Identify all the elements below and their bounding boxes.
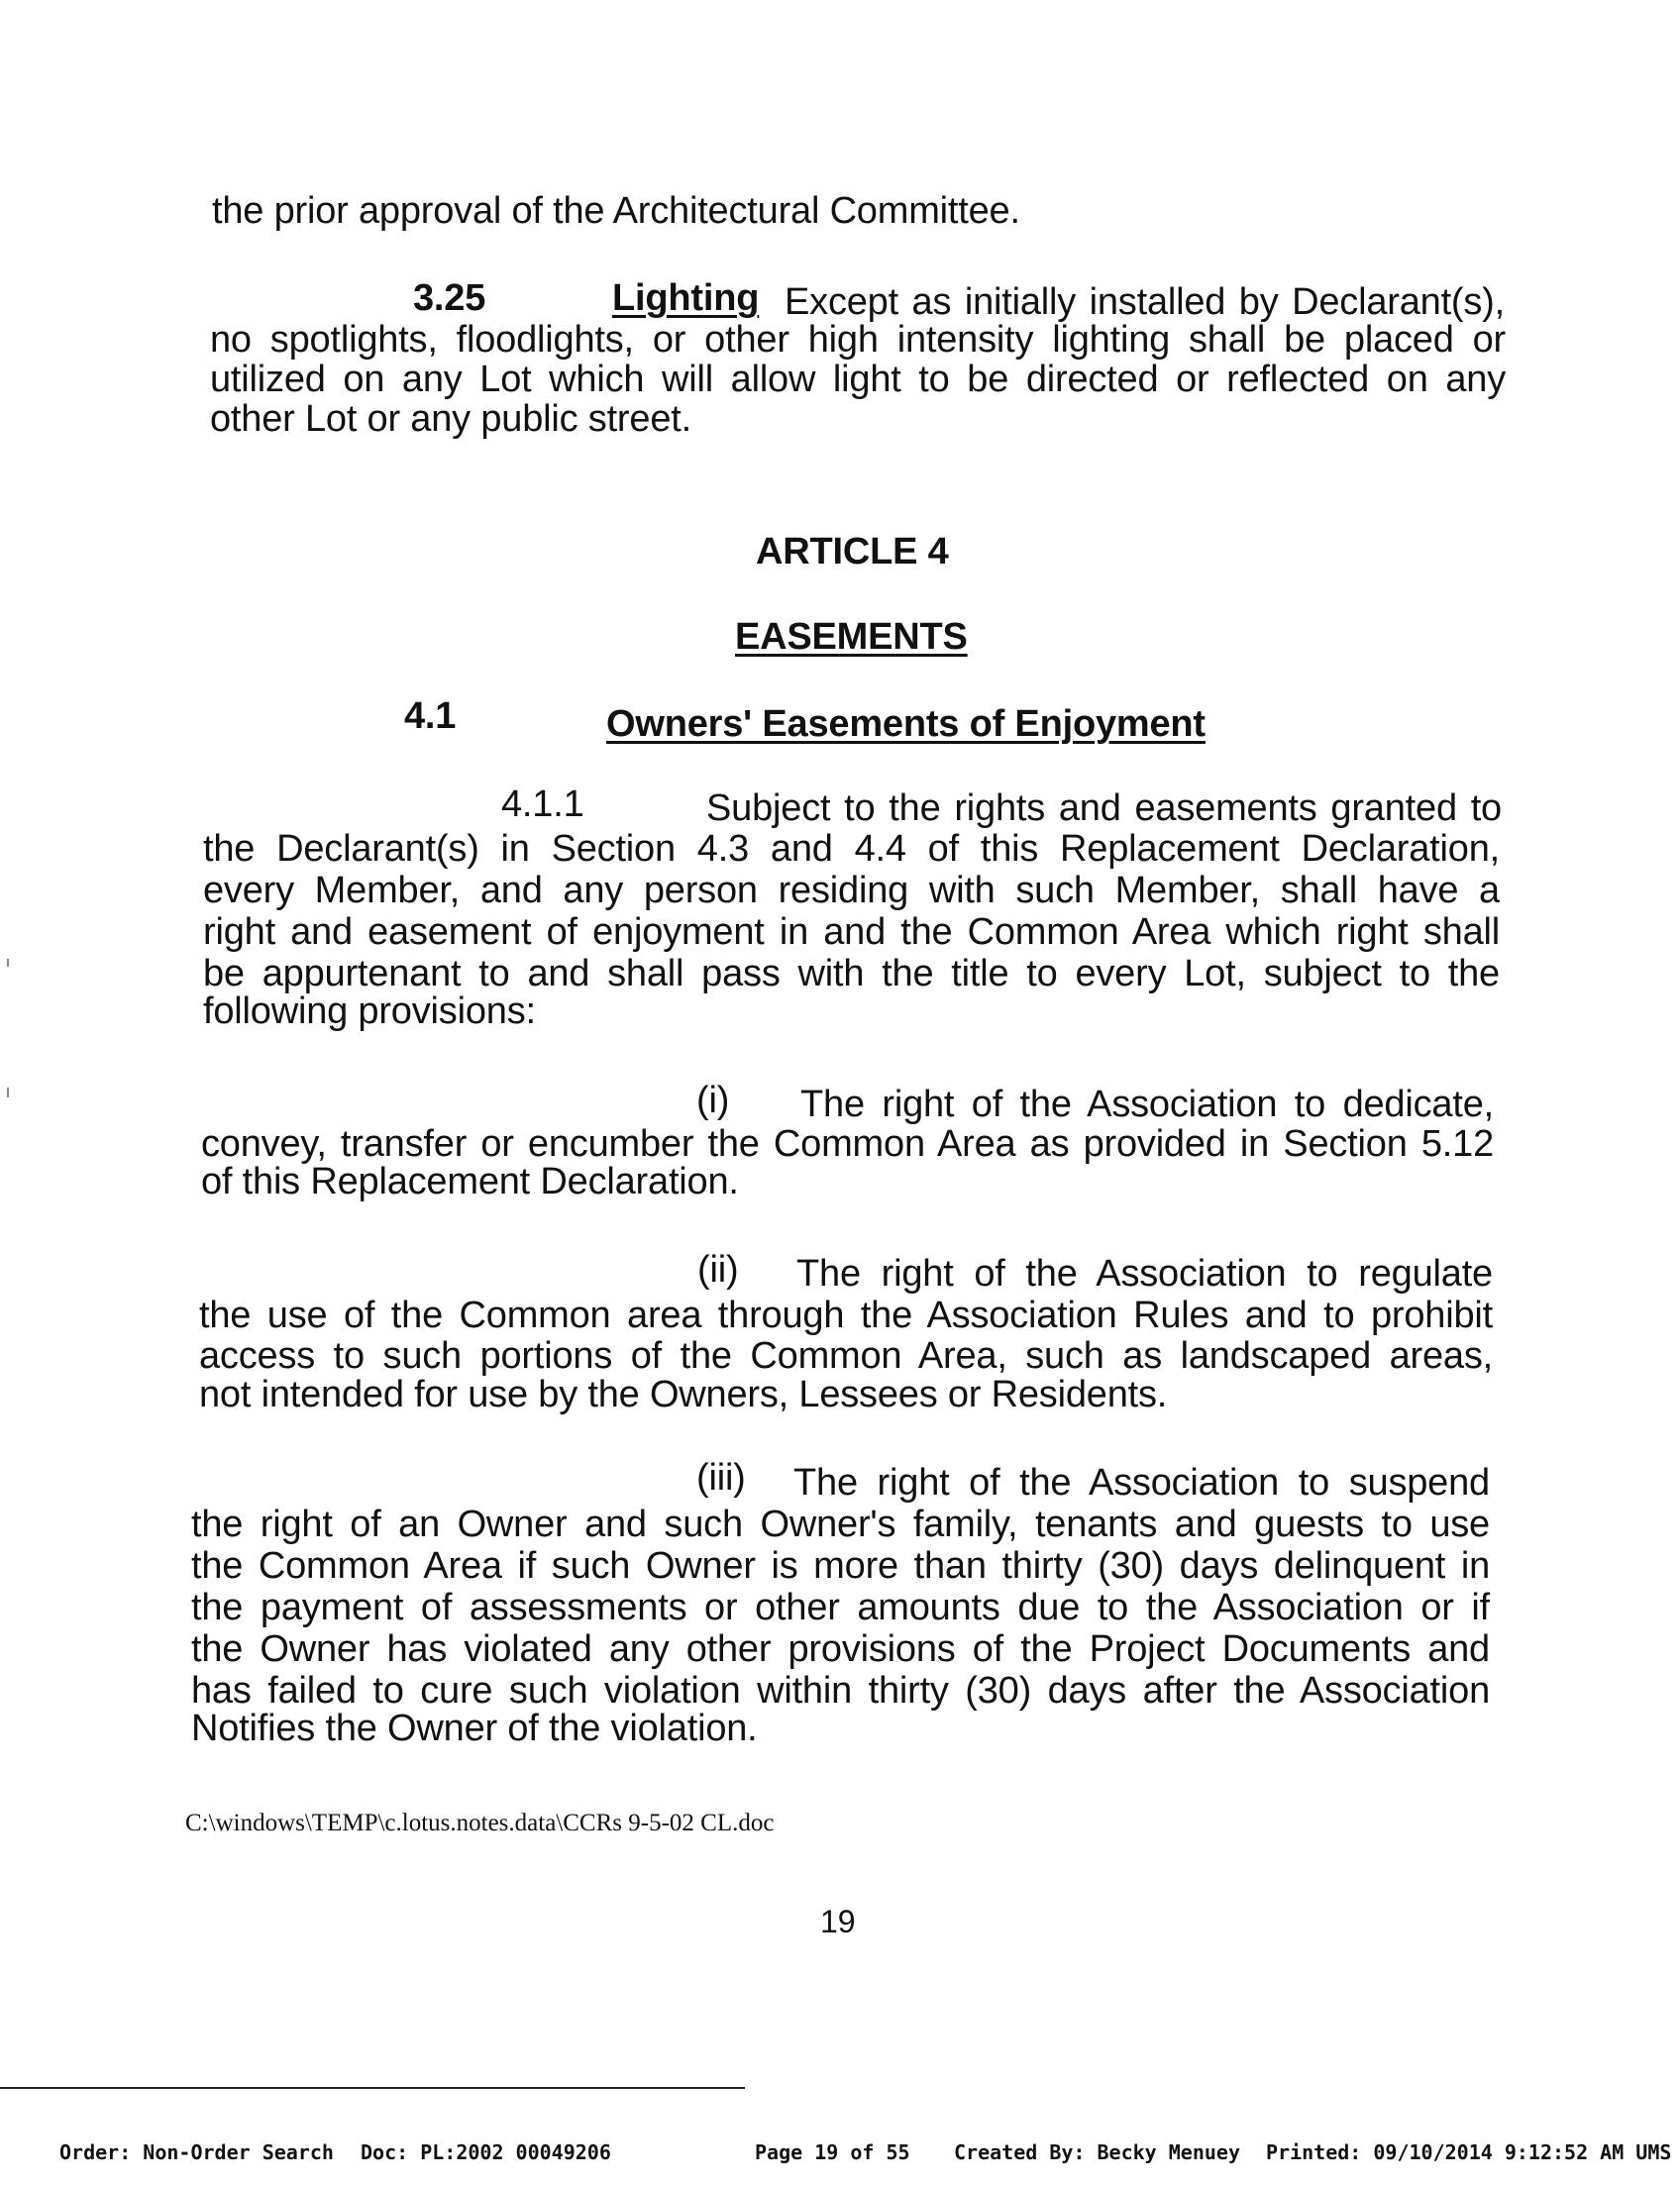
section-4-1-heading: Owners' Easements of Enjoyment	[606, 703, 1206, 745]
section-3-25-line-4: other Lot or any public street.	[210, 398, 691, 440]
article-title: EASEMENTS	[735, 616, 968, 658]
provision-iii-line-4: the payment of assessments or other amounts due to the Association or if	[191, 1589, 1490, 1628]
footer-order: Order: Non-Order Search	[59, 2140, 334, 2164]
footer-printed: Printed: 09/10/2014 9:12:52 AM UMS	[1266, 2140, 1672, 2164]
footer-rule	[0, 2087, 745, 2089]
scan-mark	[7, 959, 9, 967]
section-4-1-1-number: 4.1.1	[501, 783, 584, 825]
section-3-25-line-3: utilized on any Lot which will allow light to be directed or reflected on any	[210, 361, 1506, 400]
provision-ii-line-2: the use of the Common area through the Association Rules and to prohibit	[199, 1297, 1493, 1336]
provision-i-line-2: convey, transfer or encumber the Common Area as provided in Section 5.12	[201, 1125, 1494, 1165]
section-4-1-1-line-4: right and easement of enjoyment in and the Common Area which right shall	[203, 913, 1500, 953]
footer-created-by: Created By: Becky Menuey	[954, 2140, 1240, 2164]
footer-page: Page 19 of 55	[755, 2140, 910, 2164]
section-4-1-number: 4.1	[404, 695, 457, 737]
section-4-1-1-line-2: the Declarant(s) in Section 4.3 and 4.4 of this Replacement Declaration,	[203, 830, 1500, 870]
section-4-1-1-line-1: Subject to the rights and easements granted to	[706, 789, 1502, 829]
section-3-25-line-1: Except as initially installed by Declarant(s),	[785, 283, 1505, 323]
scan-mark	[7, 1088, 9, 1097]
provision-ii-line-1: The right of the Association to regulate	[796, 1255, 1493, 1295]
provision-iii-line-1: The right of the Association to suspend	[793, 1464, 1490, 1504]
provision-i-line-3: of this Replacement Declaration.	[201, 1161, 739, 1202]
provision-iii-label: (iii)	[696, 1457, 746, 1499]
provision-iii-line-7: Notifies the Owner of the violation.	[191, 1708, 758, 1749]
page-number: 19	[820, 1904, 856, 1939]
section-4-1-1-line-5: be appurtenant to and shall pass with the title to every Lot, subject to the	[203, 955, 1500, 994]
provision-i-label: (i)	[696, 1080, 730, 1121]
provision-iii-line-3: the Common Area if such Owner is more than thirty (30) days delinquent in	[191, 1547, 1490, 1587]
provision-ii-line-3: access to such portions of the Common Area, such as landscaped areas,	[199, 1337, 1493, 1377]
section-4-1-1-line-3: every Member, and any person residing with such Member, shall have a	[203, 872, 1500, 911]
footer-doc: Doc: PL:2002 00049206	[361, 2140, 611, 2164]
provision-ii-line-4: not intended for use by the Owners, Lessees or Residents.	[199, 1374, 1168, 1415]
section-3-25-heading: Lighting	[612, 277, 760, 319]
section-3-25-line-2: no spotlights, floodlights, or other high intensity lighting shall be placed or	[210, 321, 1506, 361]
section-4-1-1-line-6: following provisions:	[203, 990, 536, 1032]
provision-ii-label: (ii)	[697, 1249, 739, 1291]
intro-line: the prior approval of the Architectural Committee.	[212, 190, 1020, 232]
provision-i-line-1: The right of the Association to dedicate,	[800, 1086, 1494, 1125]
provision-iii-line-2: the right of an Owner and such Owner's family, tenants and guests to use	[191, 1506, 1490, 1545]
file-path: C:\windows\TEMP\c.lotus.notes.data\CCRs 9-5-02 CL.doc	[185, 1810, 775, 1836]
section-3-25-number: 3.25	[413, 277, 486, 319]
provision-iii-line-6: has failed to cure such violation within thirty (30) days after the Association	[191, 1672, 1490, 1712]
article-label: ARTICLE 4	[756, 531, 949, 573]
provision-iii-line-5: the Owner has violated any other provisions of the Project Documents and	[191, 1630, 1490, 1670]
